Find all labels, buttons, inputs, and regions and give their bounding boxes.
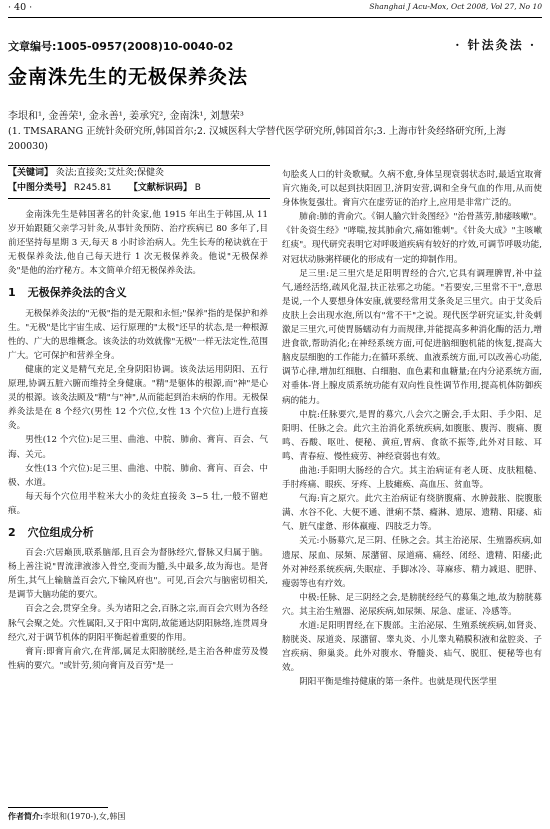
article-title: 金南洙先生的无极保养灸法 bbox=[8, 66, 249, 88]
section-2-heading bbox=[8, 526, 268, 540]
section-1-number: 1 bbox=[8, 286, 16, 300]
page-number: · 40 · bbox=[8, 2, 33, 13]
footnote-rule bbox=[8, 807, 108, 808]
body-paragraph: 水道:足阳明胃经,在下腹部。主治泌尿、生殖系统疾病,如肾炎、膀胱炎、尿道炎、尿潴留、睾丸炎、小儿睾丸鞘膜积液和盆腔炎、子宫疾病、卵巢炎。此外对腹水、脊髓炎、疝气、脱肛、便秘等也有效。 bbox=[282, 621, 542, 674]
body-paragraph: 句脍炙人口的针灸歌赋。久病不愈,身体呈现衰弱状态时,最适宜取膏肓穴施灸,可以起到扶阳固卫,济阴安营,调和全身气血的作用,从而使身体恢复强壮。膏肓穴在虚劳证的治疗上,应用是非常广泛的。 bbox=[282, 170, 542, 209]
page-header bbox=[8, 2, 542, 16]
body-paragraph: 中极:任脉、足三阴经之会,是膀胱经经气的募集之地,故为膀胱募穴。其主治生殖器、泌尿疾病,如尿频、尿急、虚证、冷感等。 bbox=[282, 592, 542, 617]
clc-value: R245.81 bbox=[73, 183, 112, 193]
footnote-label: 作者简介: bbox=[8, 811, 43, 821]
body-paragraph: 中脘:任脉要穴,是胃的募穴,八会穴之腑会,手太阳、手少阳、足阳明、任脉之会。此穴主治消化系统疾病,如腹胀、腹泻、腹痛、腹鸣、吞酸、呕吐、便秘、黄疸,胃病、食欲不振等,此外对目眩、耳鸣、青春痘、慢性疲劳、神经衰弱也有效。 bbox=[282, 409, 542, 462]
article-number-value: 1005-0957(2008)10-0040-02 bbox=[56, 40, 234, 53]
section-2-paragraph: 百会之会,贯穿全身。头为诸阳之会,百脉之宗,而百会穴则为各经脉气会聚之处。穴性属阳,又于阳中寓阴,故能通达阴阳脉络,连贯周身经穴,对于调节机体的阴阳平衡起着重要的作用。 bbox=[8, 604, 268, 643]
classification-row bbox=[8, 181, 270, 196]
clc-label: 【中图分类号】 bbox=[8, 183, 72, 193]
keywords-label: 【关键词】 bbox=[8, 168, 54, 178]
body-paragraph: 肺俞:肺的背俞穴。《铜人腧穴针灸图经》"治骨蒸劳,肺痿咳嗽"。《针灸资生经》"哮喘,按其肺俞穴,痛如锥刺"。《针灸大成》"主咳嗽红痰"。现代研究表明它对呼吸道疾病有较好的疗效,可调节呼吸功能,对冠状动脉粥样硬化的形成有一定的抑制作用。 bbox=[282, 212, 542, 265]
body-paragraph: 曲池:手阳明大肠经的合穴。其主治病证有老人斑、皮肤粗糙、手肘疼痛、眼疾、牙疼、上肢瘫痪、高血压、贫血等。 bbox=[282, 465, 542, 491]
body-paragraph: 气海:肓之原穴。此穴主治病证有绕脐腹痛、水肿鼓胀、脘腹胀满、水谷不化、大便不通、泄痢不禁、癃淋、遗尿、遗精、阳痿、疝气、脏气虚惫、形体羸瘦、四肢乏力等。 bbox=[282, 494, 542, 533]
female-points: 女性(13 个穴位):足三里、曲池、中脘、肺俞、膏肓、百会、中极、水道。 bbox=[8, 463, 268, 488]
section-1-heading bbox=[8, 286, 268, 300]
section-1-paragraph: 健康的定义是精气充足,全身阴阳协调。该灸法运用阴阳、五行原理,协调五脏六腑而维持全身健康。"精"是躯体的根源,而"神"是心灵的根源。该灸法顾及"精"与"神",从而能起到治未病的作用。无极保养灸法是在 8 个经穴(男性 12 个穴位,女性 13 个穴位)上进行直接灸。 bbox=[8, 364, 268, 432]
section-2-number: 2 bbox=[8, 525, 16, 539]
article-number bbox=[8, 38, 233, 54]
section-1-paragraph: 每天每个穴位用半粒米大小的灸炷直接灸 3~5 壮,一般不留疤痕。 bbox=[8, 491, 268, 516]
section-1-paragraph: 无极保养灸法的"无极"指的是无限和永恒;"保养"指的是保护和养生。"无极"是比宇宙生成、运行原理的"太极"还早的状态,是一种根源性的、广大的思维概念。该灸法的功效就像"无极"一样无法定性,范围广大。它可保护和营养全身。 bbox=[8, 308, 268, 361]
meta-bottom-rule bbox=[8, 198, 270, 199]
doc-code-label: 【文献标识码】 bbox=[128, 183, 192, 193]
header-rule bbox=[8, 17, 542, 18]
column-name: · 针法灸法 · bbox=[455, 38, 536, 52]
journal-info: Shanghai J Acu-Mox, Oct 2008, Vol 27, No 10 bbox=[369, 2, 542, 11]
author-footnote bbox=[8, 811, 125, 822]
footnote-text: 李垠和(1970-),女,韩国 bbox=[42, 812, 126, 821]
keywords-row bbox=[8, 166, 270, 181]
keywords: 灸法;直接灸;艾灶灸;保健灸 bbox=[55, 168, 164, 178]
body-paragraph: 阴阳平衡是维持健康的第一条件。也就是现代医学里 bbox=[299, 677, 497, 688]
author-list: 李垠和¹, 金善荣¹, 金永善¹, 姜承究², 金南洙¹, 刘慧荣³ bbox=[8, 111, 244, 122]
left-column bbox=[8, 208, 268, 673]
male-points: 男性(12 个穴位):足三里、曲池、中脘、肺俞、膏肓、百会、气海、关元。 bbox=[8, 435, 268, 460]
doc-code-value: B bbox=[194, 183, 201, 193]
section-2-paragraph: 膏肓:即膏肓俞穴,在背部,属足太阳膀胱经,是主治各种虚劳及慢性病的要穴。"或针劳,须向膏肓及百劳"是一 bbox=[8, 646, 268, 671]
affiliation: (1. TMSARANG 正统针灸研究所,韩国首尔;2. 汉城医科大学替代医学研究所,韩国首尔;3. 上海市针灸经络研究所,上海 200030) bbox=[8, 126, 506, 152]
article-number-label: 文章编号: bbox=[8, 40, 57, 53]
intro-paragraph: 金南洙先生是韩国著名的针灸家,他 1915 年出生于韩国,从 11 岁开始跟随父亲学习针灸,从事针灸预防、治疗疾病已 80 多年了,目前还坚持每星期 3 天,每天 8 小时诊治病人。先生长寿的秘诀就在于无极保养灸法,他自己每天进行 1 次无极保养灸。他说"无极保养灸"是他的治疗秘方。本文简单介绍无极保养灸法。 bbox=[8, 210, 268, 277]
section-2-title: 穴位组成分析 bbox=[27, 525, 94, 539]
section-1-title: 无极保养灸法的含义 bbox=[27, 286, 127, 300]
right-column bbox=[282, 168, 542, 689]
section-2-paragraph: 百会:穴居巅顶,联系脑部,且百会为督脉经穴,督脉又归属于脑。杨上善注说"胃流津液渗入骨空,变而为髓,头中最多,故为海也。是肾所生,其气上输脑盖百会穴,下输风府也"。可见,百会穴与脑密切相关,是调节大脑功能的要穴。 bbox=[8, 548, 268, 601]
article-meta bbox=[8, 166, 270, 196]
body-paragraph: 关元:小肠募穴,足三阴、任脉之会。其主治泌尿、生殖器疾病,如遗尿、尿血、尿频、尿潴留、尿道痛、痛经、闭经、遗精、阳痿;此外对神经系统疾病,失眠症、手脚冰冷、荨麻疹、精力减退、肥胖、瘦弱等也有疗效。 bbox=[282, 536, 542, 589]
body-paragraph: 足三里:足三里穴是足阳明胃经的合穴,它具有调理脾胃,补中益气,通经活络,疏风化湿,扶正祛邪之功能。"若要安,三里常不干",意思是说,一个人要想身体安康,就要经常用艾条灸足三里穴。由于艾灸后皮肤上会出现水泡,所以有"常不干"之说。现代医学研究证实,针灸刺激足三里穴,可使胃肠蠕动有力而规律,并能提高多种消化酶的活力,增进食欲,帮助消化;在神经系统方面,可促进脑细胞机能的恢复,提高大脑皮层细胞的工作能力;在循环系统、血液系统方面,可以改善心功能,调节心律,增加红细胞、白细胞、血色素和血糖量;在内分泌系统方面,对垂体-肾上腺皮质系统功能有双向性良性调节作用,提高机体防御疾病的能力。 bbox=[282, 268, 542, 406]
